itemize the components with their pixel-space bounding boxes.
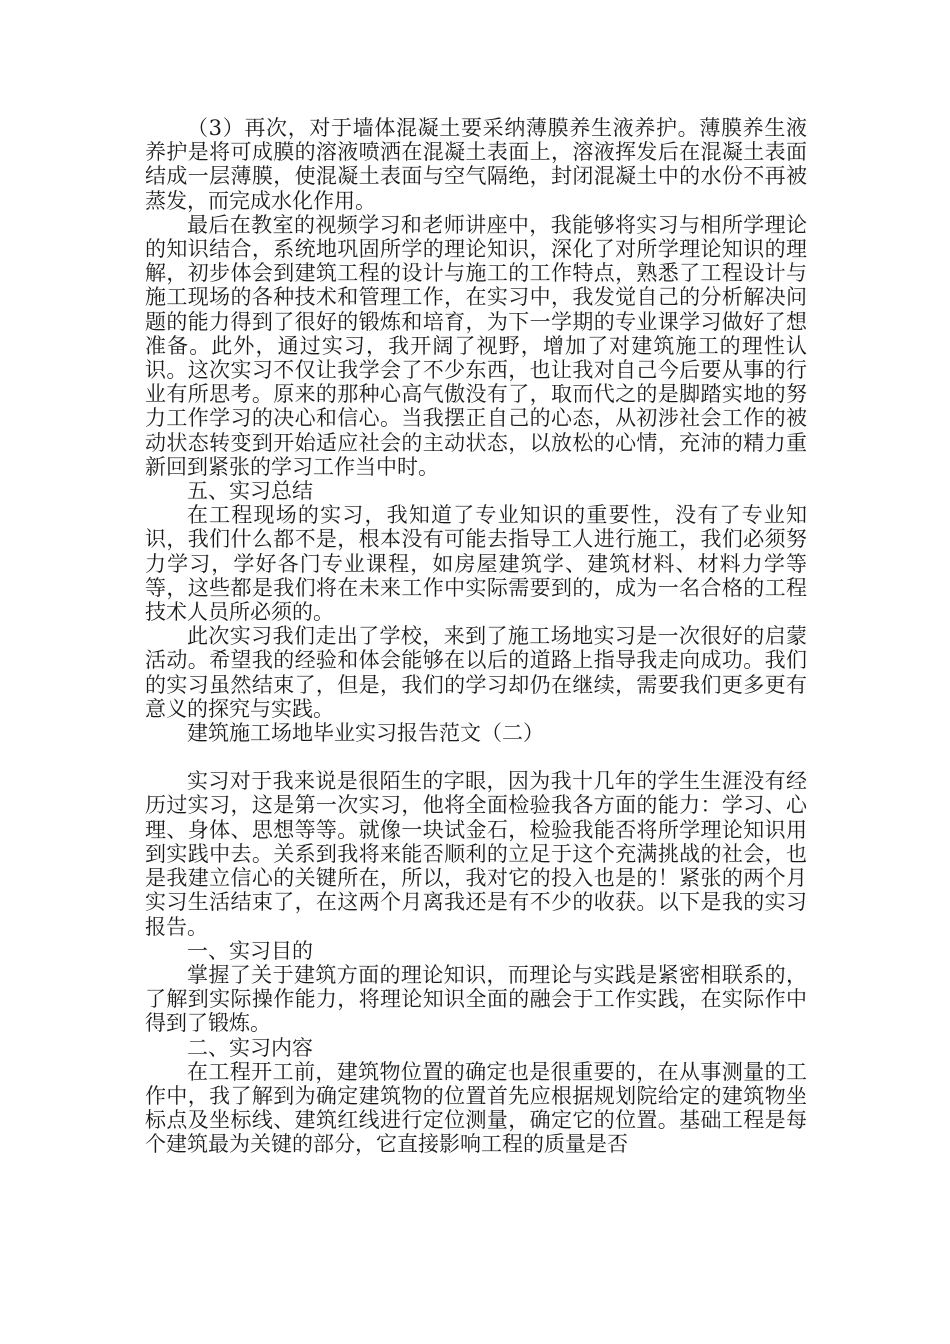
paragraph-purpose: 掌握了关于建筑方面的理论知识，而理论与实践是紧密相联系的，了解到实际操作能力，将理论知识全面的融会于工作实践，在实际作中得到了锻炼。	[145, 962, 807, 1036]
section-heading-purpose: 一、实习目的	[187, 938, 313, 963]
section-heading-summary: 五、实习总结	[187, 479, 313, 504]
report-title-two: 建筑施工场地毕业实习报告范文（二）	[187, 721, 544, 746]
document-page	[145, 116, 807, 1157]
paragraph-curing: （3）再次，对于墙体混凝土要采纳薄膜养生液养护。薄膜养生液养护是将可成膜的溶液喷洒在混凝土表面上，溶液挥发后在混凝土表面结成一层薄膜，使混凝土表面与空气隔绝，封闭混凝土中的水份不再被蒸发，而完成水化作用。	[145, 116, 807, 213]
blank-line	[145, 745, 807, 769]
paragraph-content: 在工程开工前，建筑物位置的确定也是很重要的，在从事测量的工作中，我了解到为确定建筑物的位置首先应根据规划院给定的建筑物坐标点及坐标线、建筑红线进行定位测量，确定它的位置。基础工程是每个建筑最为关键的部分，它直接影响工程的质量是否	[145, 1059, 807, 1157]
paragraph-enlightenment: 此次实习我们走出了学校，来到了施工场地实习是一次很好的启蒙活动。希望我的经验和体会能够在以后的道路上指导我走向成功。我们的实习虽然结束了，但是，我们的学习却仍在继续，需要我们更多更有意义的探究与实践。	[145, 624, 807, 721]
paragraph-intro: 实习对于我来说是很陌生的字眼，因为我十几年的学生生涯没有经历过实习，这是第一次实习，他将全面检验我各方面的能力：学习、心理、身体、思想等等。就像一块试金石，检验我能否将所学理论知识用到实践中去。关系到我将来能否顺利的立足于这个充满挑战的社会，也是我建立信心的关键所在，所以，我对它的投入也是的！紧张的两个月实习生活结束了，在这两个月离我还是有不少的收获。以下是我的实习报告。	[145, 769, 807, 939]
paragraph-professional-knowledge: 在工程现场的实习，我知道了专业知识的重要性，没有了专业知识，我们什么都不是，根本没有可能去指导工人进行施工，我们必须努力学习，学好各门专业课程，如房屋建筑学、建筑材料、材料力学等等，这些都是我们将在未来工作中实际需要到的，成为一名合格的工程技术人员所必须的。	[145, 503, 807, 625]
section-heading-content: 二、实习内容	[187, 1035, 313, 1060]
paragraph-classroom-learning: 最后在教室的视频学习和老师讲座中，我能够将实习与相所学理论的知识结合，系统地巩固所学的理论知识，深化了对所学理论知识的理解，初步体会到建筑工程的设计与施工的工作特点，熟悉了工程设计与施工现场的各种技术和管理工作，在实习中，我发觉自己的分析解决问题的能力得到了很好的锻炼和培育，为下一学期的专业课学习做好了想准备。此外，通过实习，我开阔了视野，增加了对建筑施工的理性认识。这次实习不仅让我学会了不少东西，也让我对自己今后要从事的行业有所思考。原来的那种心高气傲没有了，取而代之的是脚踏实地的努力工作学习的决心和信心。当我摆正自己的心态，从初涉社会工作的被动状态转变到开始适应社会的主动状态，以放松的心情，充沛的精力重新回到紧张的学习工作当中时。	[145, 212, 807, 479]
